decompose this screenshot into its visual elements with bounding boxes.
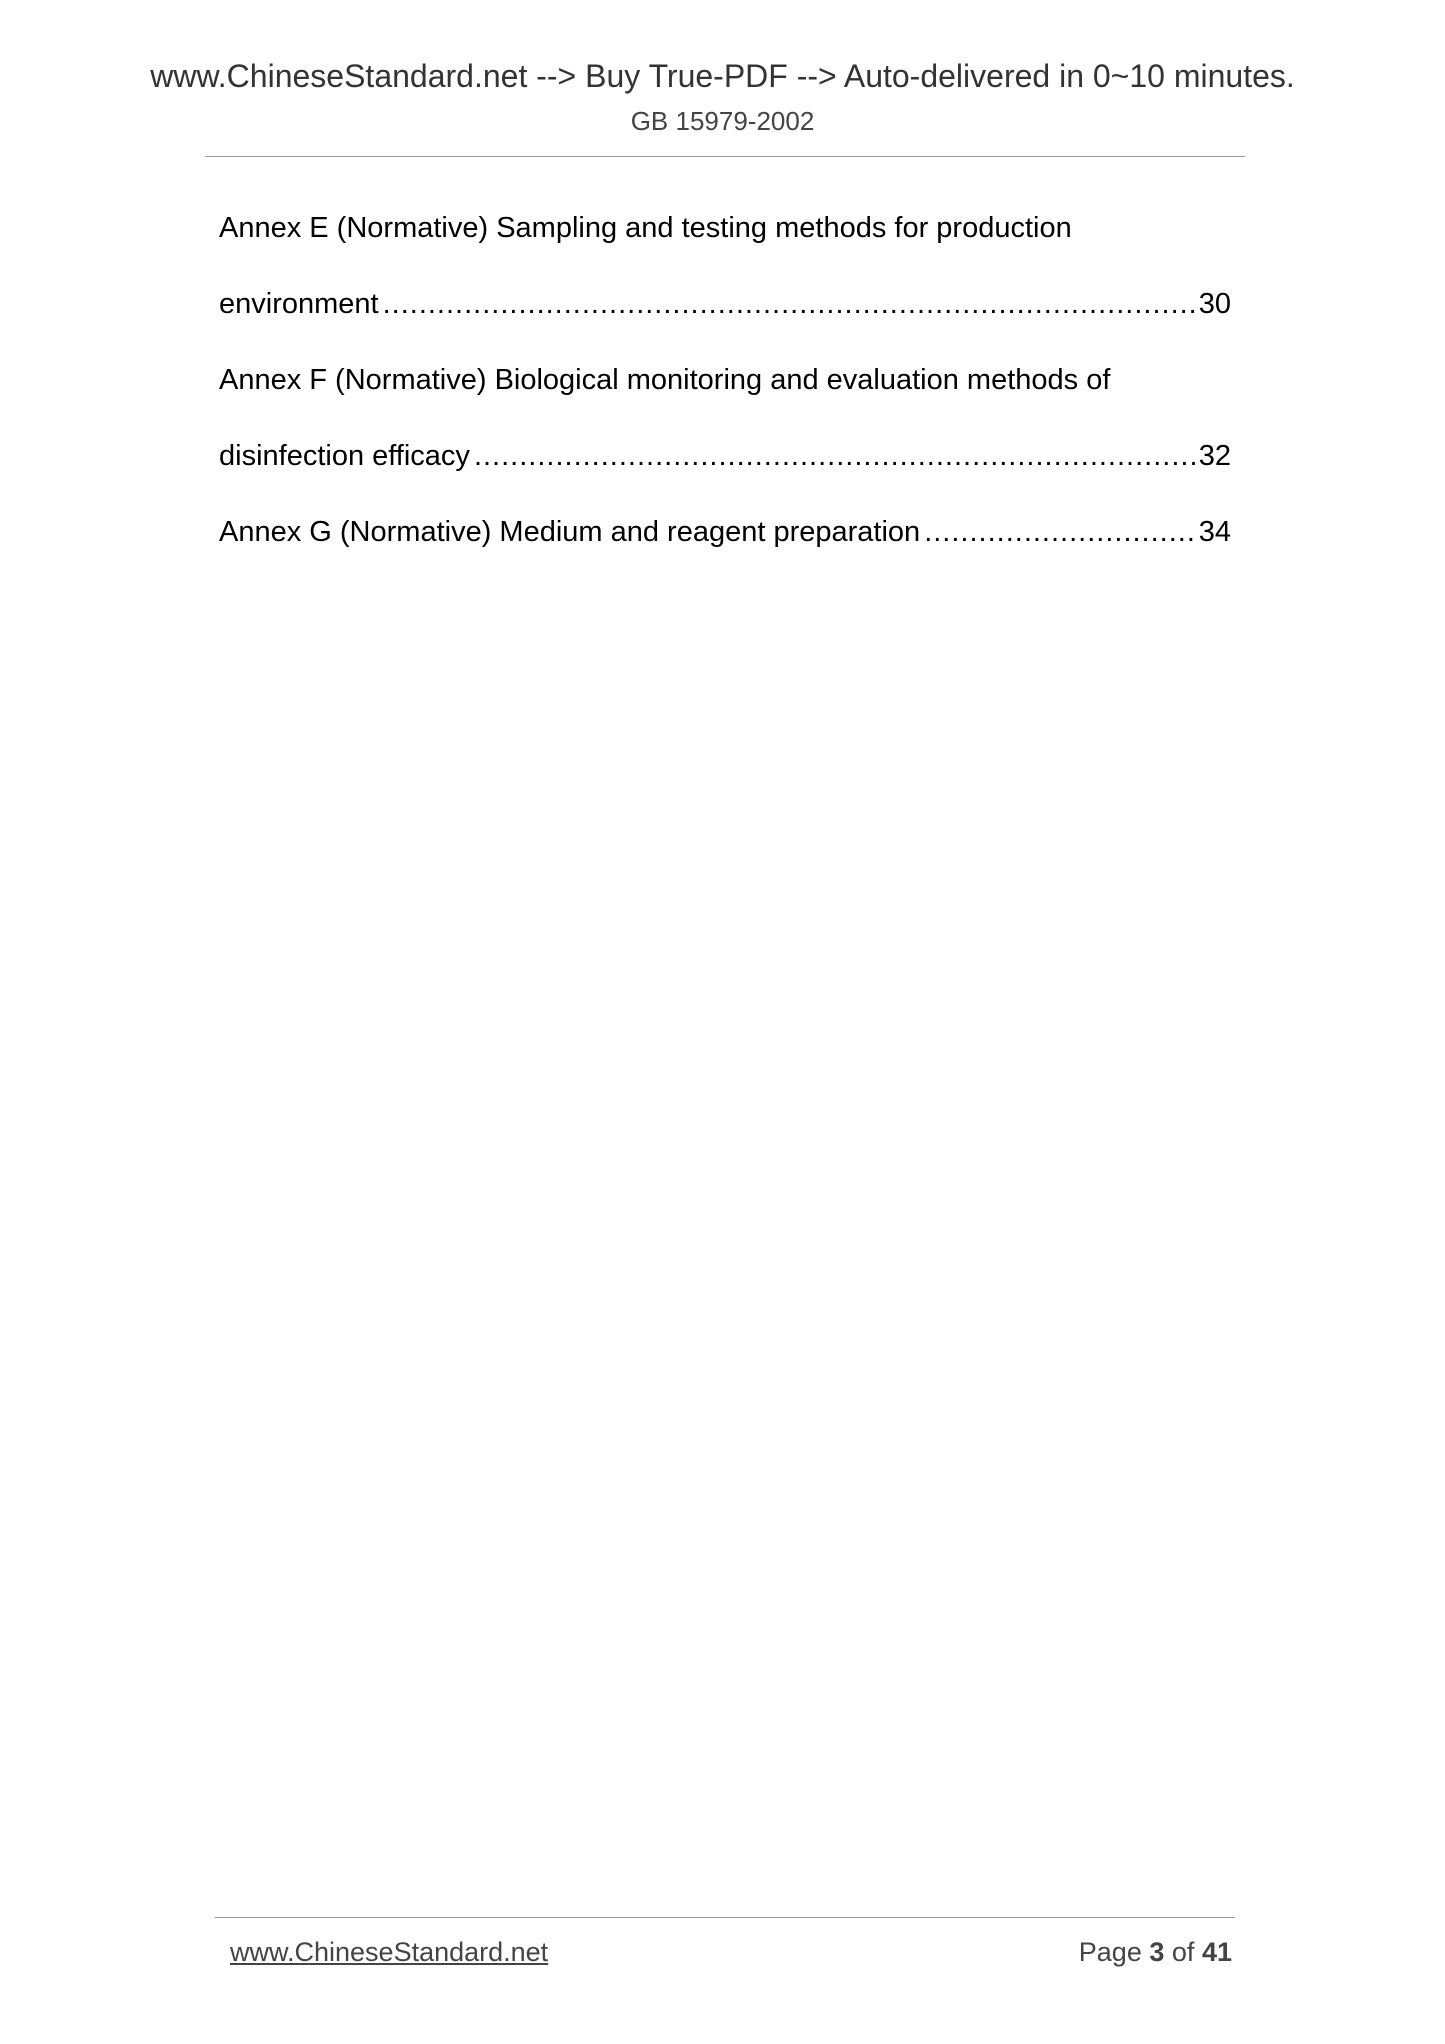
dot-leader — [383, 280, 1195, 328]
toc-entry-text: Annex G (Normative) Medium and reagent preparation — [219, 516, 921, 548]
toc-entry-text: disinfection efficacy — [219, 440, 470, 472]
dot-leader — [924, 508, 1195, 556]
toc-page-number: 34 — [1198, 516, 1231, 548]
footer-divider — [215, 1917, 1235, 1918]
toc-entry-text: environment — [219, 288, 379, 320]
toc-entry-annex-g[interactable] — [219, 508, 1231, 584]
table-of-contents — [219, 204, 1231, 584]
dot-leader — [474, 432, 1195, 480]
toc-entry-annex-f-title: Annex F (Normative) Biological monitoring and evaluation methods of — [219, 364, 1111, 396]
header-divider — [205, 156, 1245, 157]
toc-entry-annex-e-title: Annex E (Normative) Sampling and testing methods for production — [219, 212, 1072, 244]
header-banner: www.ChineseStandard.net --> Buy True-PDF --> Auto-delivered in 0~10 minutes. — [150, 58, 1295, 94]
document-code: GB 15979-2002 — [630, 106, 815, 136]
page-of: of — [1171, 1937, 1195, 1967]
page-indicator — [1079, 1935, 1232, 1969]
page-prefix: Page — [1078, 1937, 1142, 1967]
toc-entry-annex-f[interactable] — [219, 432, 1231, 508]
page-current: 3 — [1149, 1937, 1165, 1967]
footer-site-link[interactable]: www.ChineseStandard.net — [230, 1937, 549, 1967]
toc-page-number: 32 — [1198, 440, 1231, 472]
toc-page-number: 30 — [1198, 288, 1231, 320]
page-total: 41 — [1201, 1937, 1232, 1967]
toc-entry-annex-e[interactable] — [219, 280, 1231, 356]
